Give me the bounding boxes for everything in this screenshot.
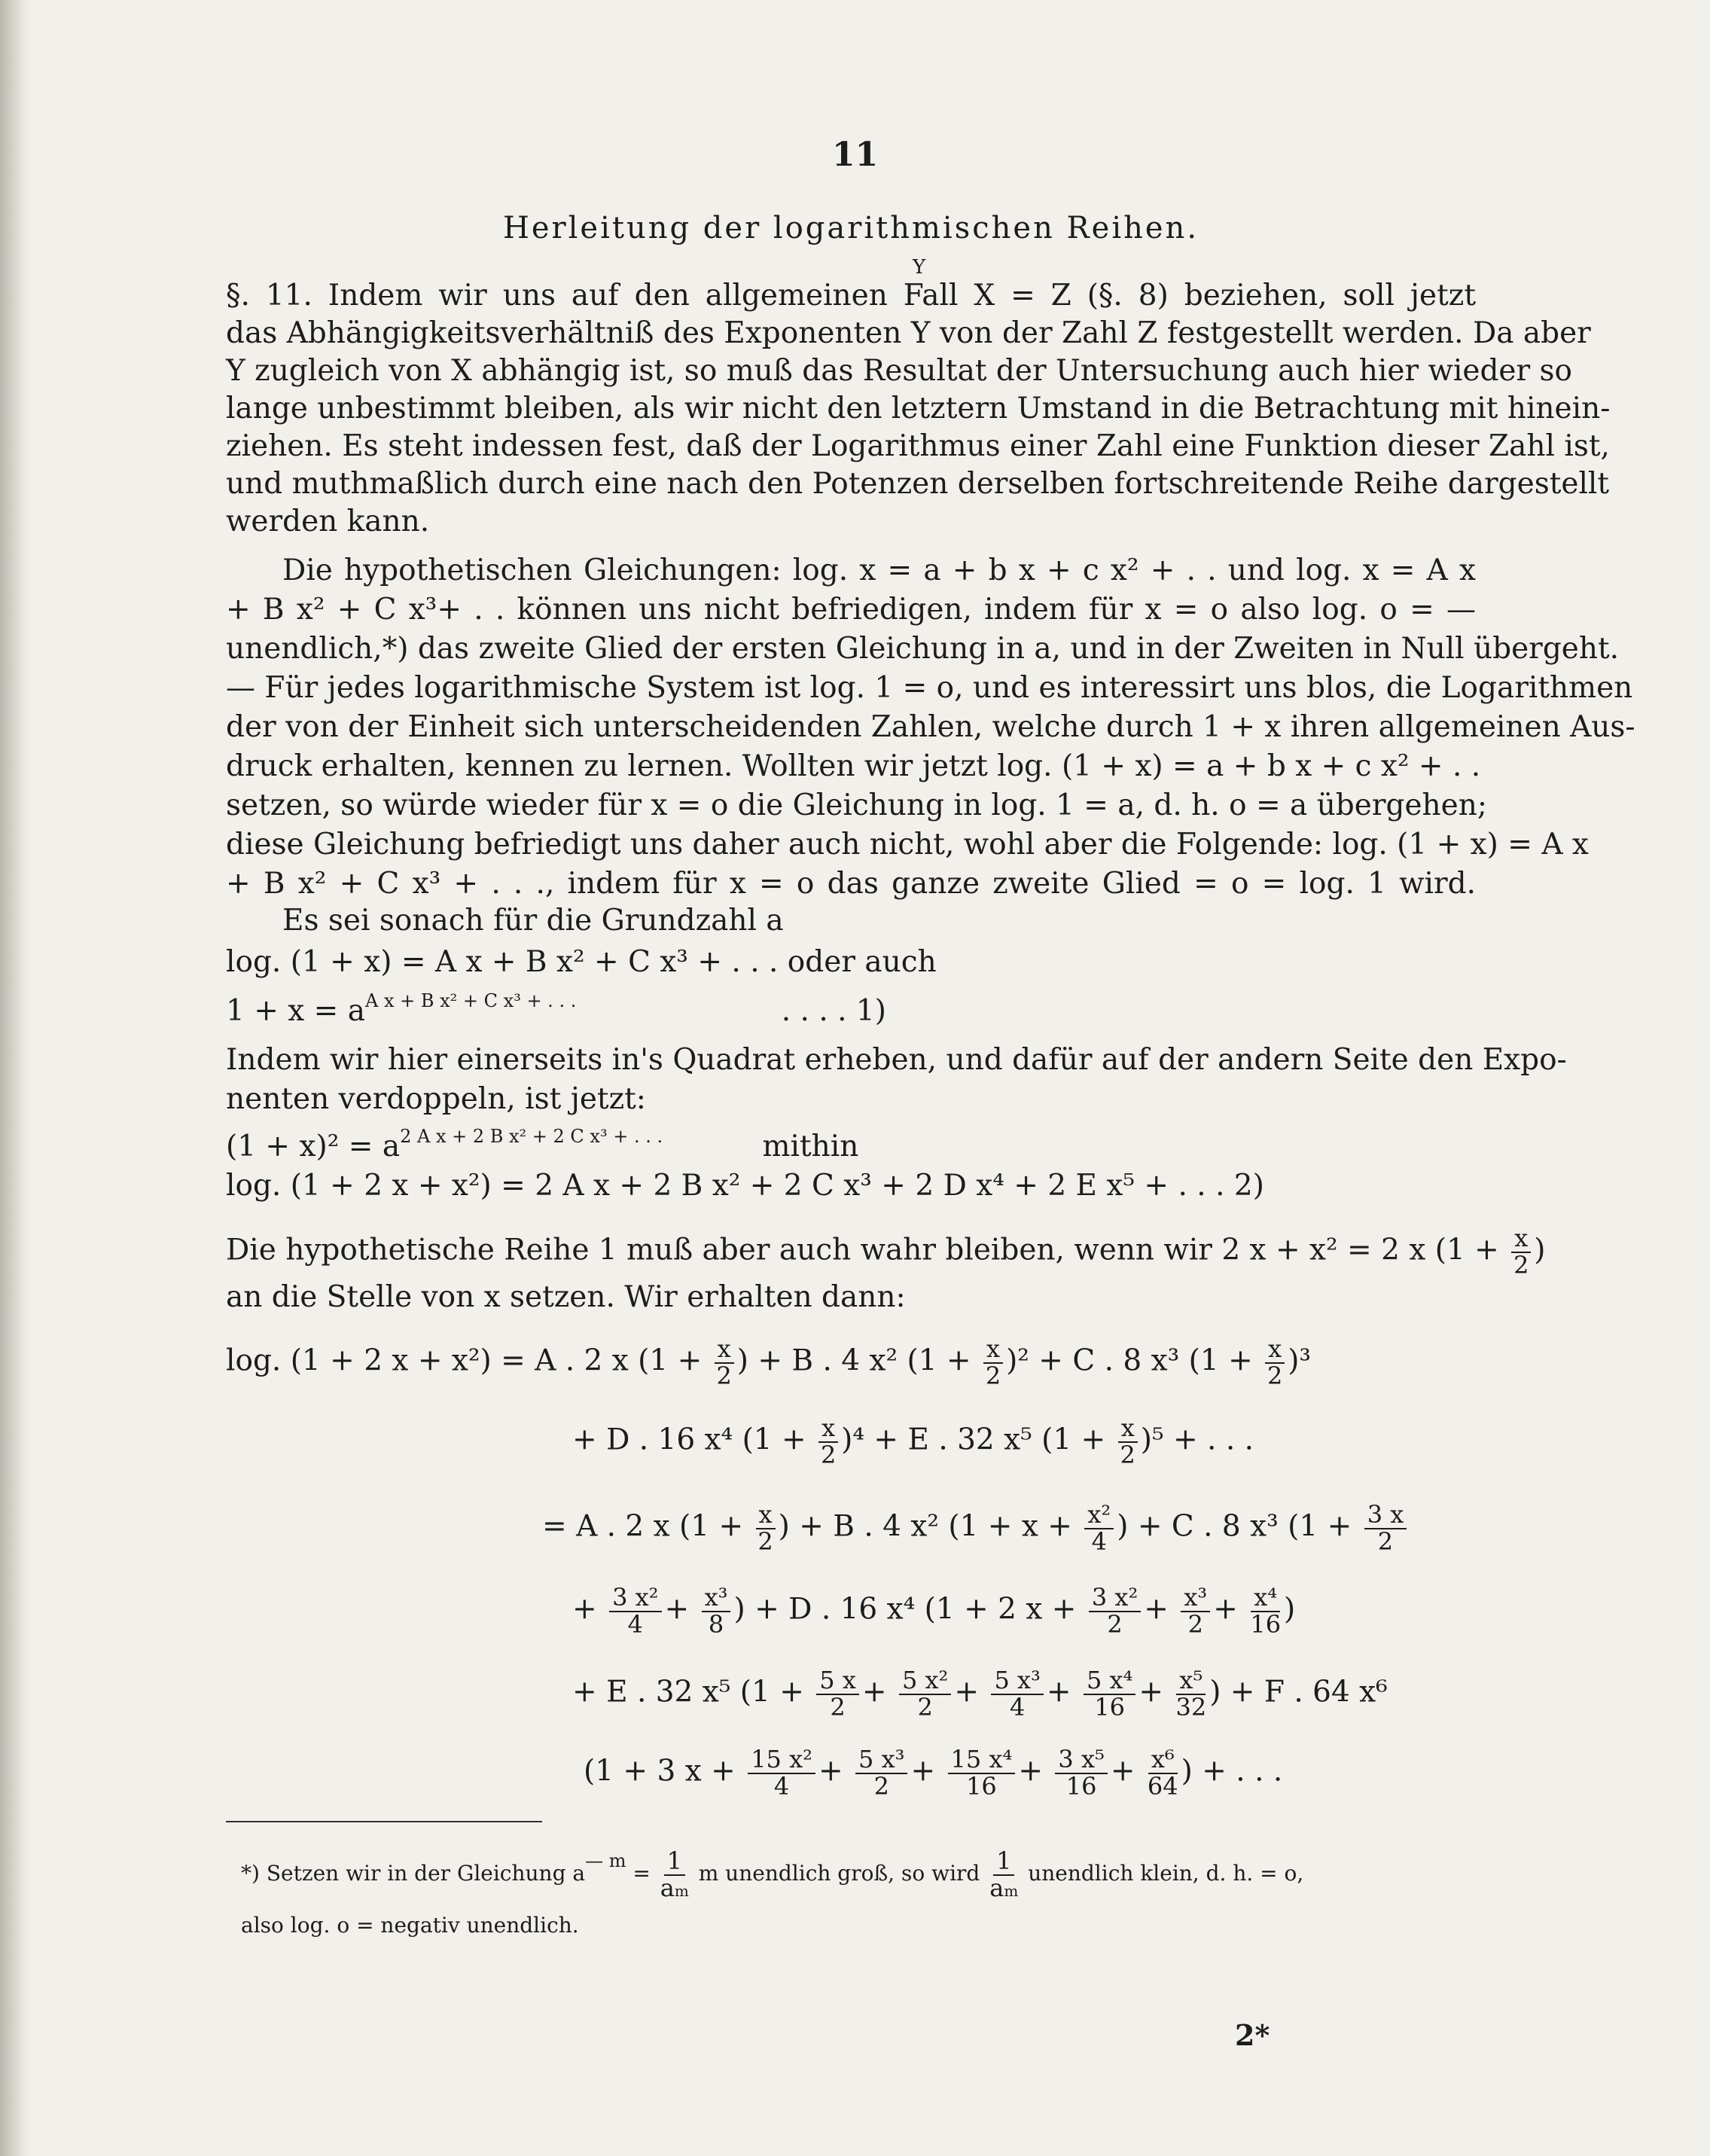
para1-line-1: §. 11. Indem wir uns auf den allgemeinen Fall X = Z (§. 8) beziehen, soll jetzt <box>226 279 1476 313</box>
page-number: 11 <box>832 136 879 174</box>
para1-line-4: lange unbestimmt bleiben, als wir nicht den letztern Umstand in die Betrachtung mit hinein- <box>226 392 1611 425</box>
para2-line-6: druck erhalten, kennen zu lernen. Wollten wir jetzt log. (1 + x) = a + b x + c x² + . . <box>226 749 1481 783</box>
para1-line-7: werden kann. <box>226 505 430 538</box>
equation-1-lhs: 1 + x = a <box>226 994 366 1028</box>
formula-line-6: (1 + 3 x + $\frac{\text{15 x²}}{4}$ + $\frac{\text{5 x³}}{2}$ + $\frac{\text{15 x⁴}}{16}$ + $\frac{\text{3 x⁵}}{16}$ + $\frac{\text{x⁶}}{64}$ ) + . . . <box>584 1745 1283 1801</box>
formula-line-3: = A . 2 x (1 + $\frac{x}{2}$ ) + B . 4 x² (1 + x + $\frac{\text{x²}}{4}$ ) + C . 8 x³ (1 + $\frac{3 x}{2}$ <box>542 1502 1410 1554</box>
es-sei-line: Es sei sonach für die Grundzahl a <box>282 904 784 938</box>
equation-square <box>226 1126 859 1163</box>
page-edge-shadow <box>0 0 30 2156</box>
para3-line-1: Indem wir hier einerseits in's Quadrat erheben, und dafür auf der andern Seite den Expo- <box>226 1043 1567 1077</box>
para1-line-5: ziehen. Es steht indessen fest, daß der Logarithmus einer Zahl eine Funktion dieser Zahl ist, <box>226 429 1610 463</box>
sheet-signature: 2* <box>1235 2018 1270 2052</box>
para1-line-3: Y zugleich von X abhängig ist, so muß das Resultat der Untersuchung auch hier wieder so <box>226 354 1573 388</box>
para2-line-1: Die hypothetischen Gleichungen: log. x = a + b x + c x² + . . und log. x = A x <box>282 553 1476 587</box>
para2-line-8: diese Gleichung befriedigt uns daher auch nicht, wohl aber die Folgende: log. (1 + x) = A x <box>226 828 1589 861</box>
equation-1 <box>226 990 886 1028</box>
para2-line-9: + B x² + C x³ + . . ., indem für x = o das ganze zweite Glied = o = log. 1 wird. <box>226 867 1476 901</box>
equation-1-tag: . . . . 1) <box>781 994 886 1028</box>
section-title: Herleitung der logarithmischen Reihen. <box>502 211 1199 245</box>
footnote-line-1: *) Setzen wir in der Gleichung a— m = $\frac{1}{am}$ m unendlich groß, so wird $\frac{1}{am}$ unendlich klein, d. h. = o, <box>241 1846 1304 1902</box>
equation-square-lhs: (1 + x)² = a <box>226 1130 401 1163</box>
para2-line-5: der von der Einheit sich unterscheidenden Zahlen, welche durch 1 + x ihren allgemeinen Aus- <box>226 710 1635 744</box>
formula-line-2: + D . 16 x⁴ (1 + $\frac{x}{2}$ )⁴ + E . 32 x⁵ (1 + $\frac{x}{2}$ )⁵ + . . . <box>572 1413 1254 1469</box>
formula-line-4: + $\frac{\text{3 x²}}{4}$ + $\frac{\text{x³}}{8}$ ) + D . 16 x⁴ (1 + 2 x + $\frac{\text{3 x²}}{2}$ + $\frac{\text{x³}}{2}$ + $\frac{\text{x⁴}}{16}$ ) <box>572 1583 1296 1639</box>
para3-line-2: nenten verdoppeln, ist jetzt: <box>226 1082 646 1116</box>
mithin-word: mithin <box>762 1130 859 1163</box>
equation-1-exponent: A x + B x² + C x³ + . . . <box>365 990 577 1011</box>
para2-line-4: — Für jedes logarithmische System ist log. 1 = o, und es interessirt uns blos, die Logarithmen <box>226 671 1633 705</box>
para4-line-2: an die Stelle von x setzen. Wir erhalten dann: <box>226 1280 906 1314</box>
para2-line-3: unendlich,*) das zweite Glied der ersten Gleichung in a, und in der Zweiten in Null übergeht. <box>226 632 1620 666</box>
footnote-line-2: also log. o = negativ unendlich. <box>241 1913 579 1938</box>
para2-line-2: + B x² + C x³+ . . können uns nicht befriedigen, indem für x = o also log. o = — <box>226 593 1476 627</box>
exponent-Y: Y <box>913 256 926 279</box>
para4-text: Die hypothetische Reihe 1 muß aber auch wahr bleiben, wenn wir 2 x + x² = 2 x (1 + <box>226 1233 1499 1267</box>
equation-square-exponent: 2 A x + 2 B x² + 2 C x³ + . . . <box>400 1126 663 1147</box>
para4-line-1: Die hypothetische Reihe 1 muß aber auch wahr bleiben, wenn wir 2 x + x² = 2 x (1 + $\frac{x}{2}$ ) <box>226 1224 1546 1279</box>
fraction-x-over-2: $\frac{x}{2}$ <box>1511 1226 1531 1278</box>
equation-2: log. (1 + 2 x + x²) = 2 A x + 2 B x² + 2 C x³ + 2 D x⁴ + 2 E x⁵ + . . . 2) <box>226 1169 1264 1203</box>
formula-line-1: log. (1 + 2 x + x²) = A . 2 x (1 + $\frac{x}{2}$ ) + B . 4 x² (1 + $\frac{x}{2}$ )² + C . 8 x³ (1 + $\frac{x}{2}$ )³ <box>226 1334 1312 1390</box>
footnote-rule <box>226 1821 542 1822</box>
formula-line-5: + E . 32 x⁵ (1 + $\frac{5 x}{2}$ + $\frac{\text{5 x²}}{2}$ + $\frac{\text{5 x³}}{4}$ + $\frac{\text{5 x⁴}}{16}$ + $\frac{\text{x⁵}}{32}$ ) + F . 64 x⁶ <box>572 1666 1388 1721</box>
para1-line-6: und muthmaßlich durch eine nach den Potenzen derselben fortschreitende Reihe dargestellt <box>226 467 1610 501</box>
para1-line-2: das Abhängigkeitsverhältniß des Exponenten Y von der Zahl Z festgestellt werden. Da aber <box>226 316 1591 350</box>
para2-line-7: setzen, so würde wieder für x = o die Gleichung in log. 1 = a, d. h. o = a übergehen; <box>226 788 1488 822</box>
equation-log: log. (1 + x) = A x + B x² + C x³ + . . . oder auch <box>226 945 937 979</box>
